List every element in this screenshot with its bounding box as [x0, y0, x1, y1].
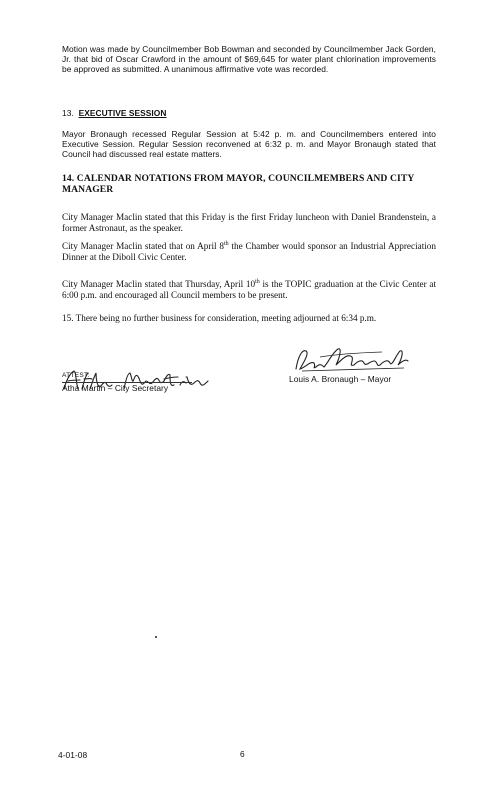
- section-13-heading: [62, 108, 436, 118]
- mayor-signature: [292, 343, 412, 375]
- footer-date: 4-01-08: [58, 750, 88, 760]
- secretary-name: Atha Martin – City Secretary: [62, 383, 169, 393]
- section-14-item-2-sup: th: [223, 240, 229, 247]
- section-15-text: 15. There being no further business for consideration, meeting adjourned at 6:34 p.m.: [62, 313, 377, 323]
- scan-speck: [155, 636, 157, 638]
- section-14-item-1: City Manager Maclin stated that this Friday is the first Friday luncheon with Daniel Brandenstein, a former Astronaut, as the speaker.: [62, 212, 436, 233]
- section-13-number: 13.: [62, 108, 74, 118]
- mayor-name: Louis A. Bronaugh – Mayor: [289, 374, 392, 384]
- section-14-item-2: [62, 241, 436, 263]
- attest-label: ATTEST:: [62, 372, 90, 379]
- section-14-item-2-start: City Manager Maclin stated that on April 8: [62, 241, 224, 251]
- section-14-heading: 14. CALENDAR NOTATIONS FROM MAYOR, COUNCILMEMBERS AND CITY MANAGER: [62, 173, 414, 196]
- section-14-item-3-end: is the TOPIC graduation at the Civic Center at 6:00 p.m. and encouraged all Council members to be present.: [62, 279, 437, 300]
- section-14-item-3-sup: th: [255, 278, 260, 285]
- section-14-item-3: [62, 279, 436, 301]
- section-14-item-3-start: City Manager Maclin stated that Thursday, April 10: [62, 279, 256, 289]
- footer-page-number: 6: [240, 749, 245, 759]
- section-13-title: EXECUTIVE SESSION: [78, 108, 167, 118]
- motion-paragraph: Motion was made by Councilmember Bob Bowman and seconded by Councilmember Jack Gorden, Jr. that bid of Oscar Crawford in the amount of $69,645 for water plant chlorination improvements be approved as submitted. A unanimous affirmative vote was recorded.: [62, 44, 436, 75]
- section-13-text: Mayor Bronaugh recessed Regular Session at 5:42 p. m. and Councilmembers entered into Executive Session. Regular Session reconvened at 6:32 p. m. and Mayor Bronaugh stated that Council had discussed real estate matters.: [62, 129, 436, 160]
- section-14-item-2-end: the Chamber would sponsor an Industrial Appreciation Dinner at the Diboll Civic Center.: [62, 241, 436, 262]
